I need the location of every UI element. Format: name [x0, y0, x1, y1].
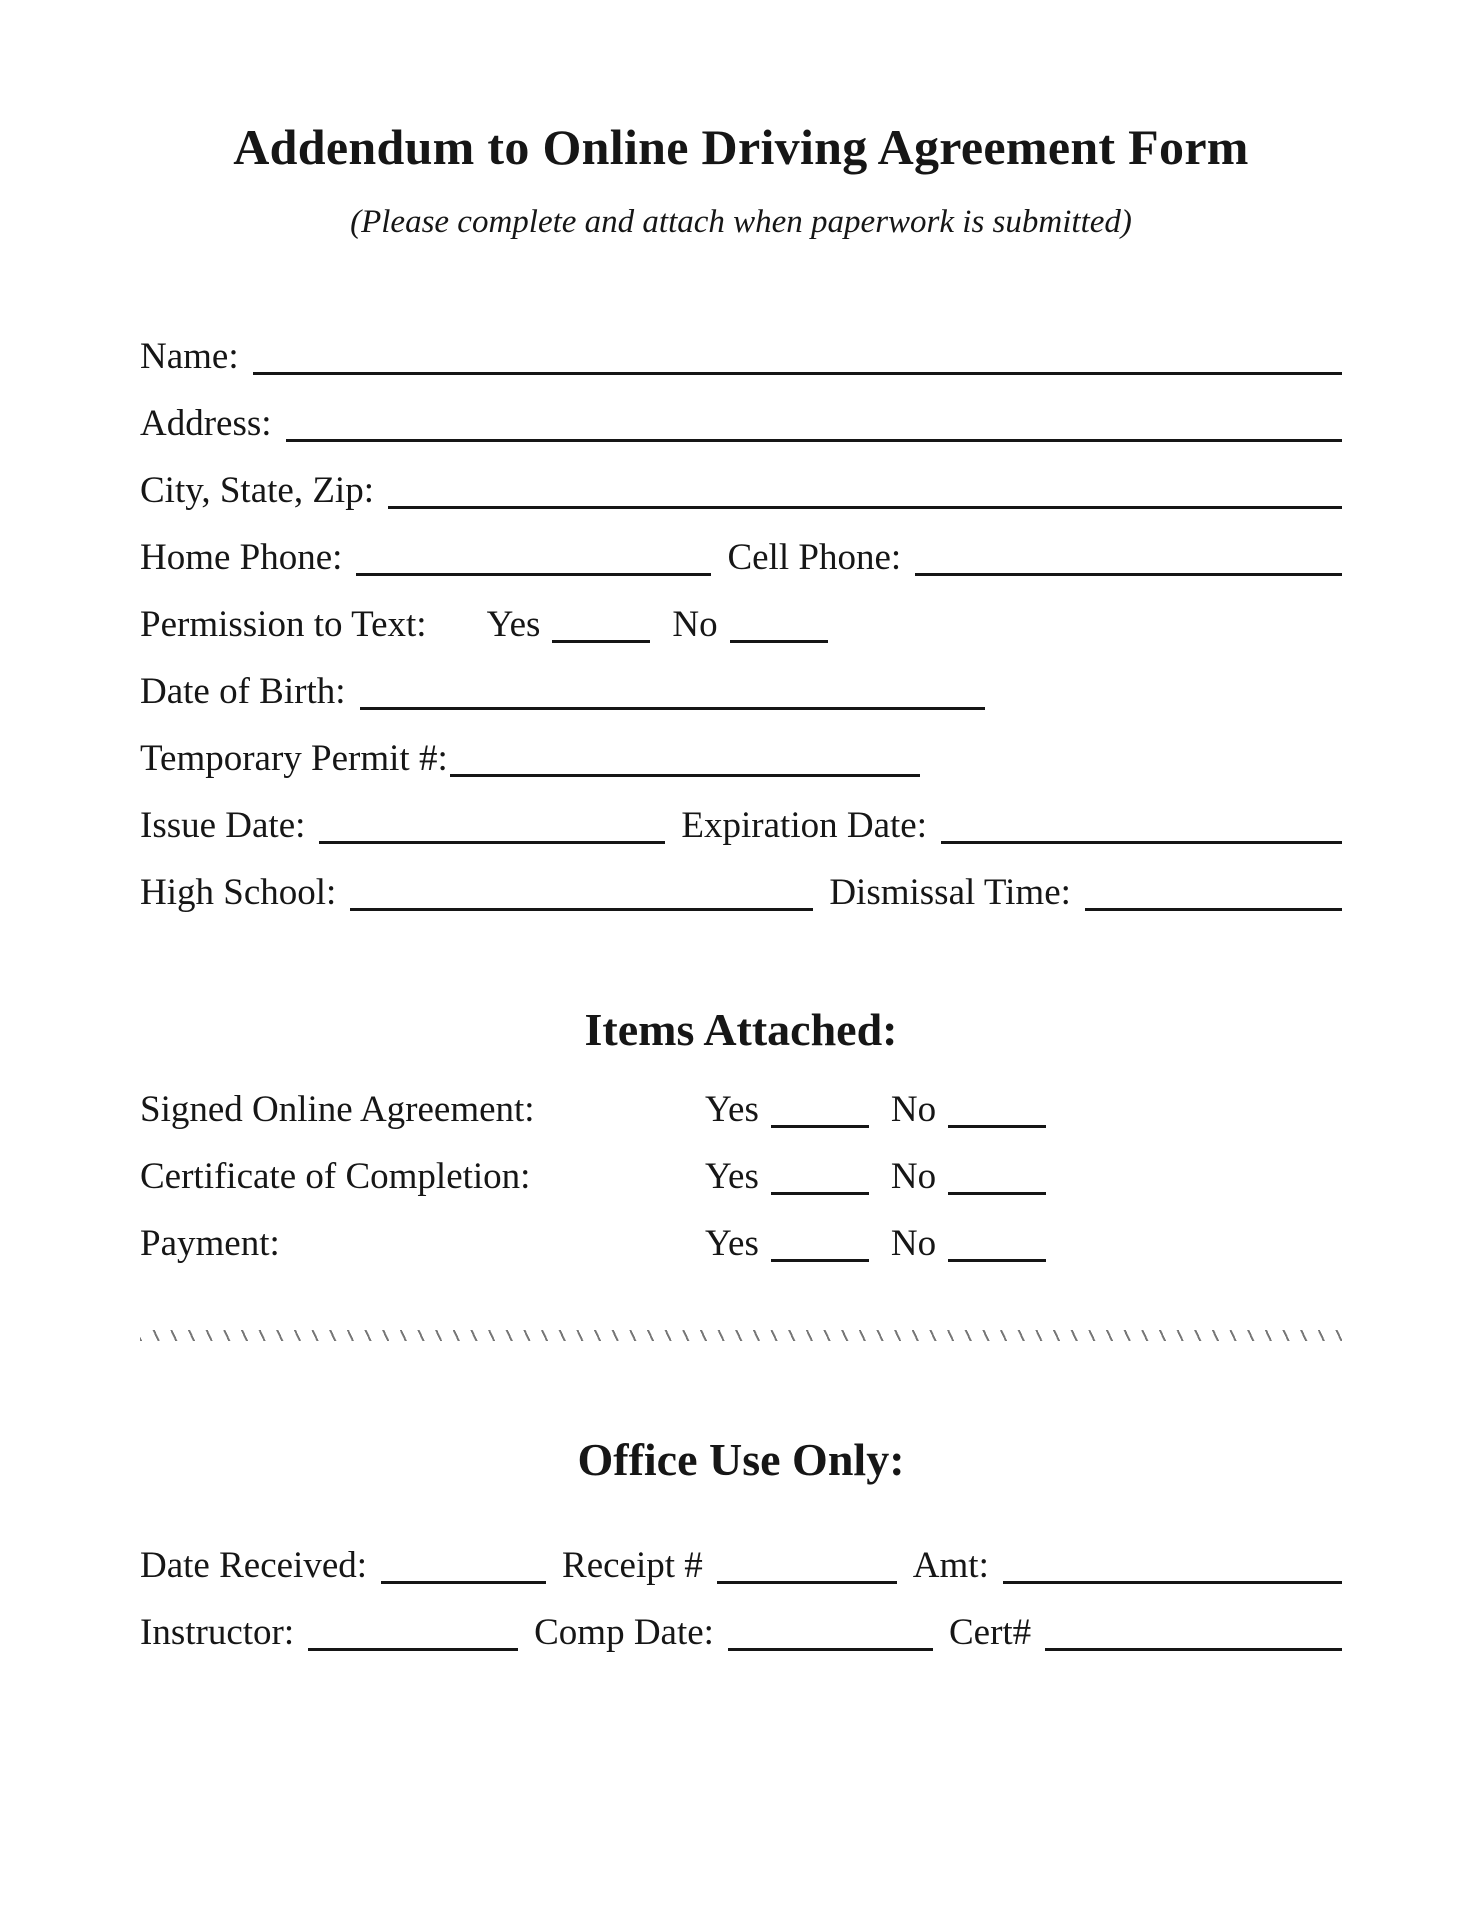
name-row [140, 333, 1342, 381]
items-attached-heading: Items Attached: [584, 1004, 898, 1055]
certificate-no-line[interactable] [948, 1192, 1046, 1195]
address-row [140, 400, 1342, 448]
high-school-label: High School: [140, 872, 337, 913]
tear-line-divider [140, 1330, 1342, 1341]
date-of-birth-row [140, 668, 1342, 716]
date-received-field-line[interactable] [381, 1581, 546, 1584]
certificate-yes-label: Yes [705, 1156, 759, 1197]
signed-agreement-no-line[interactable] [948, 1125, 1046, 1128]
signed-agreement-no-label: No [890, 1089, 937, 1130]
city-state-zip-label: City, State, Zip: [140, 470, 374, 511]
certificate-yes-line[interactable] [771, 1192, 869, 1195]
signed-agreement-label: Signed Online Agreement: [140, 1089, 535, 1130]
comp-date-label: Comp Date: [534, 1612, 714, 1653]
amt-field-line[interactable] [1003, 1581, 1342, 1584]
receipt-label: Receipt # [562, 1545, 703, 1586]
cert-field-line[interactable] [1045, 1648, 1342, 1651]
temporary-permit-row [140, 735, 1342, 783]
name-field-line[interactable] [253, 372, 1342, 375]
high-school-field-line[interactable] [350, 908, 813, 911]
instructor-label: Instructor: [140, 1612, 295, 1653]
comp-date-field-line[interactable] [728, 1648, 933, 1651]
city-state-zip-row [140, 467, 1342, 515]
payment-yes-label: Yes [705, 1223, 759, 1264]
amt-label: Amt: [912, 1545, 989, 1586]
phone-row [140, 534, 1342, 582]
certificate-no-label: No [890, 1156, 937, 1197]
address-field-line[interactable] [286, 439, 1342, 442]
payment-row [140, 1220, 1342, 1268]
dismissal-time-field-line[interactable] [1085, 908, 1342, 911]
payment-label: Payment: [140, 1223, 280, 1264]
city-state-zip-field-line[interactable] [388, 506, 1342, 509]
office-row-1 [140, 1542, 1342, 1590]
payment-yes-line[interactable] [771, 1259, 869, 1262]
signed-agreement-yes-label: Yes [705, 1089, 759, 1130]
cell-phone-field-line[interactable] [915, 573, 1342, 576]
expiration-date-field-line[interactable] [941, 841, 1342, 844]
date-of-birth-field-line[interactable] [360, 707, 985, 710]
form-subtitle: (Please complete and attach when paperwork is submitted) [350, 204, 1132, 240]
payment-no-label: No [890, 1223, 937, 1264]
certificate-label: Certificate of Completion: [140, 1156, 531, 1197]
payment-no-line[interactable] [948, 1259, 1046, 1262]
permission-no-line[interactable] [730, 640, 828, 643]
issue-date-label: Issue Date: [140, 805, 306, 846]
permission-yes-line[interactable] [552, 640, 650, 643]
home-phone-label: Home Phone: [140, 537, 343, 578]
home-phone-field-line[interactable] [356, 573, 711, 576]
instructor-field-line[interactable] [308, 1648, 518, 1651]
cell-phone-label: Cell Phone: [727, 537, 902, 578]
office-use-heading: Office Use Only: [577, 1434, 905, 1485]
temporary-permit-field-line[interactable] [450, 774, 920, 777]
certificate-row [140, 1153, 1342, 1201]
issue-date-field-line[interactable] [319, 841, 665, 844]
permission-no-label: No [672, 604, 718, 645]
address-label: Address: [140, 403, 272, 444]
signed-agreement-yes-line[interactable] [771, 1125, 869, 1128]
permission-to-text-row [140, 601, 1342, 649]
date-received-label: Date Received: [140, 1545, 368, 1586]
temporary-permit-label: Temporary Permit #: [140, 738, 448, 779]
expiration-date-label: Expiration Date: [681, 805, 927, 846]
name-label: Name: [140, 336, 239, 377]
cert-label: Cert# [948, 1612, 1032, 1653]
permission-to-text-label: Permission to Text: [140, 604, 427, 645]
issue-expiration-row [140, 802, 1342, 850]
receipt-field-line[interactable] [717, 1581, 897, 1584]
office-row-2 [140, 1609, 1342, 1657]
permission-yes-label: Yes [486, 604, 541, 645]
high-school-row [140, 869, 1342, 917]
date-of-birth-label: Date of Birth: [140, 671, 346, 712]
dismissal-time-label: Dismissal Time: [829, 872, 1071, 913]
form-title: Addendum to Online Driving Agreement Form [233, 119, 1249, 175]
signed-agreement-row [140, 1086, 1342, 1134]
